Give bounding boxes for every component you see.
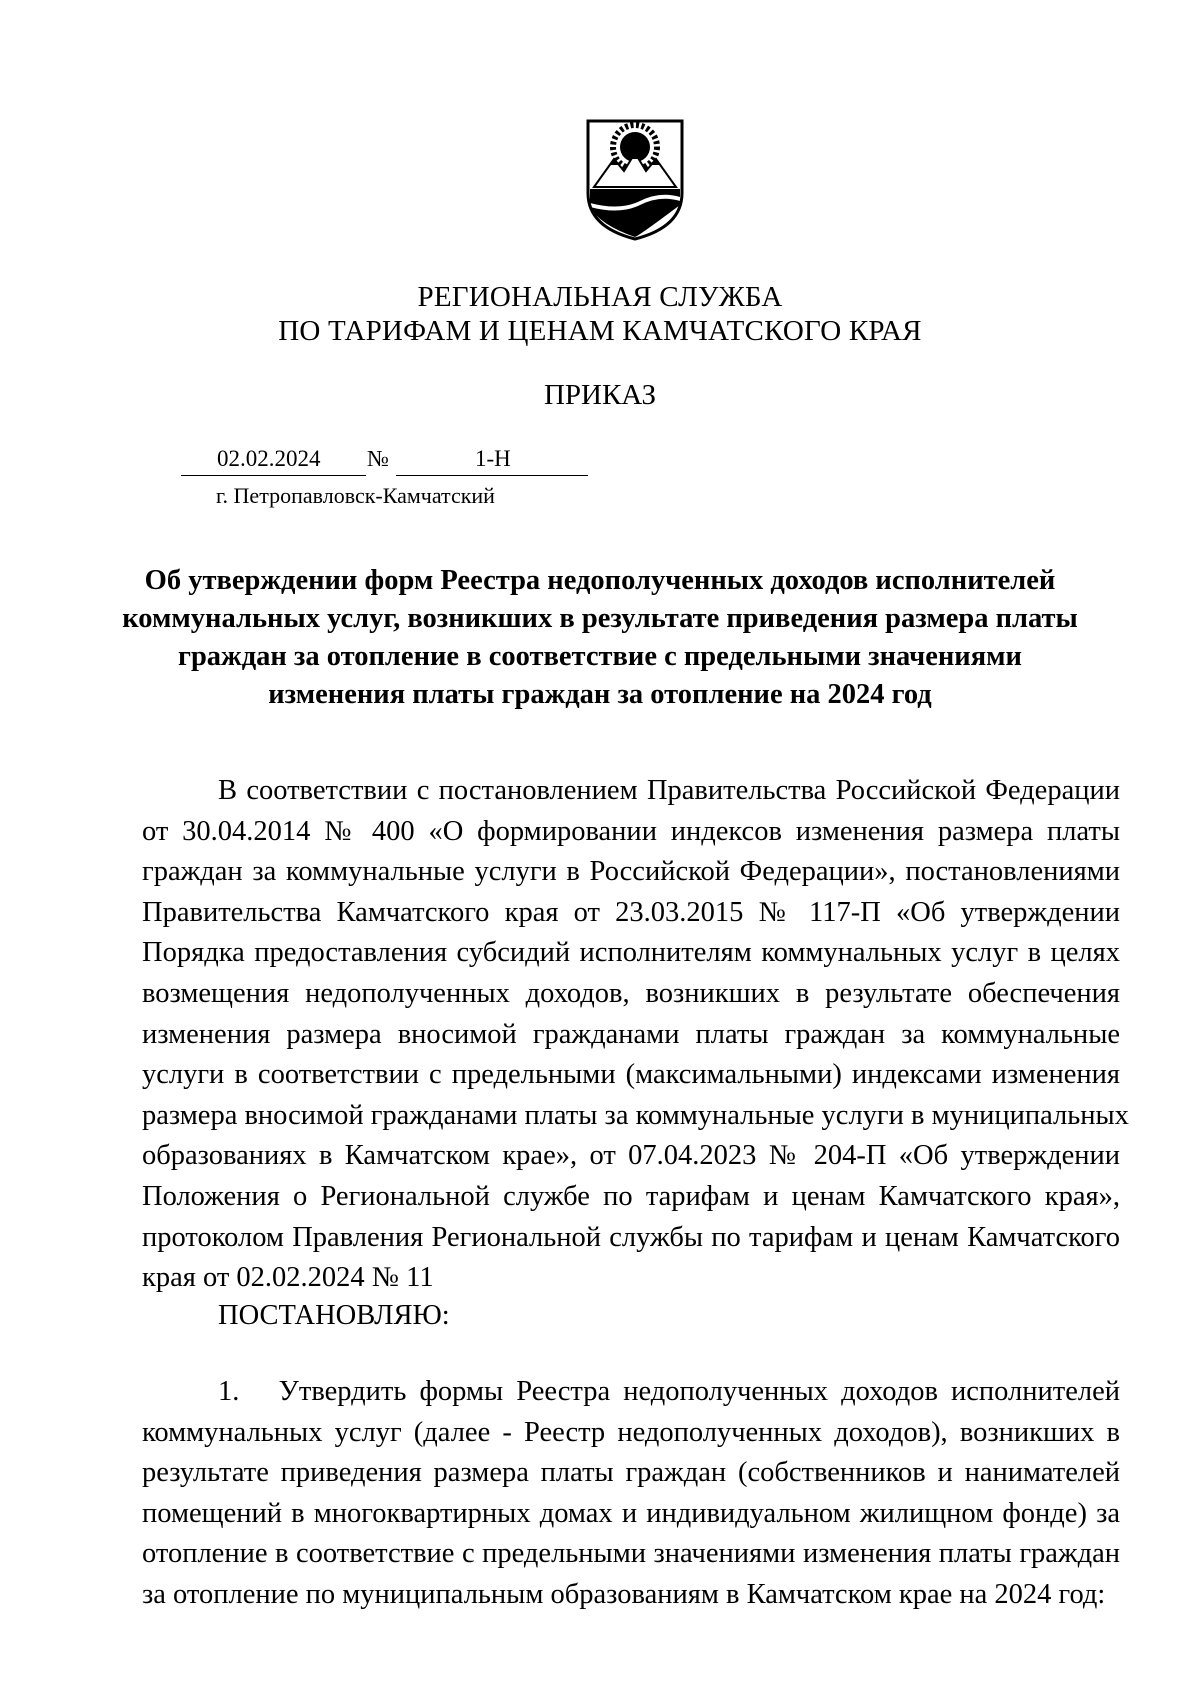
- paragraph-line: возмещения недополученных доходов, возникших в результате обеспечения: [142, 977, 1120, 1009]
- city-name: г. Петропавловск-Камчатский: [216, 483, 495, 508]
- number-sign: №: [367, 446, 389, 471]
- organization-name-line-1: РЕГИОНАЛЬНАЯ СЛУЖБА: [417, 281, 783, 313]
- paragraph-line: протоколом Правления Региональной службы по тарифам и ценам Камчатского: [142, 1221, 1120, 1253]
- title-line: коммунальных услуг, возникших в результате приведения размера платы: [122, 603, 1078, 634]
- document-type: ПРИКАЗ: [543, 379, 657, 411]
- paragraph-line: образованиях в Камчатском крае», от 07.04.2023 № 204-П «Об утверждении: [142, 1140, 1120, 1172]
- date-underline: [181, 475, 366, 476]
- item-1-paragraph: [142, 1372, 1120, 1616]
- paragraph-line: коммунальных услуг (далее - Реестр недополученных доходов), возникших в: [142, 1416, 1120, 1448]
- preamble-paragraph: [142, 771, 1129, 1299]
- paragraph-line: граждан за коммунальные услуги в Российской Федерации», постановлениями: [142, 856, 1120, 888]
- paragraph-line: Порядка предоставления субсидий исполнителям коммунальных услуг в целях: [142, 937, 1120, 969]
- paragraph-line: размера вносимой гражданами платы за коммунальные услуги в муниципальных: [142, 1099, 1129, 1131]
- document-number: 1-Н: [475, 446, 511, 471]
- paragraph-line: помещений в многоквартирных домах и индивидуальном жилищном фонде) за: [142, 1497, 1120, 1529]
- resolve-heading: ПОСТАНОВЛЯЮ:: [218, 1300, 450, 1331]
- title-line: граждан за отопление в соответствие с предельными значениями: [178, 641, 1022, 672]
- paragraph-line: результате приведения размера платы граждан (собственников и нанимателей: [142, 1457, 1120, 1489]
- paragraph-line: В соответствии с постановлением Правительства Российской Федерации: [218, 775, 1120, 806]
- title-line: Об утверждении форм Реестра недополученных доходов исполнителей: [144, 565, 1056, 596]
- title-line: изменения платы граждан за отопление на 2024 год: [268, 679, 932, 710]
- kamchatka-coat-of-arms-icon: [580, 115, 690, 243]
- paragraph-line: отопление в соответствие с предельными значениями изменения платы граждан: [142, 1538, 1120, 1570]
- paragraph-line: от 30.04.2014 № 400 «О формировании индексов изменения размера платы: [142, 815, 1120, 847]
- paragraph-line: 1. Утвердить формы Реестра недополученных доходов исполнителей: [218, 1376, 1120, 1407]
- paragraph-line: Правительства Камчатского края от 23.03.2015 № 117-П «Об утверждении: [142, 896, 1120, 928]
- paragraph-line: за отопление по муниципальным образованиям в Камчатском крае на 2024 год:: [142, 1578, 1106, 1610]
- paragraph-line: края от 02.02.2024 № 11: [142, 1262, 434, 1294]
- organization-name-line-2: ПО ТАРИФАМ И ЦЕНАМ КАМЧАТСКОГО КРАЯ: [278, 315, 922, 347]
- paragraph-line: изменения размера вносимой гражданами платы граждан за коммунальные: [142, 1018, 1120, 1050]
- document-date: 02.02.2024: [217, 446, 321, 471]
- document-title: [120, 562, 1080, 714]
- date-number-row: [181, 446, 588, 476]
- number-underline: [396, 475, 588, 476]
- paragraph-line: услуги в соответствии с предельными (максимальными) индексами изменения: [142, 1059, 1120, 1091]
- paragraph-line: Положения о Региональной службе по тарифам и ценам Камчатского края»,: [142, 1180, 1120, 1212]
